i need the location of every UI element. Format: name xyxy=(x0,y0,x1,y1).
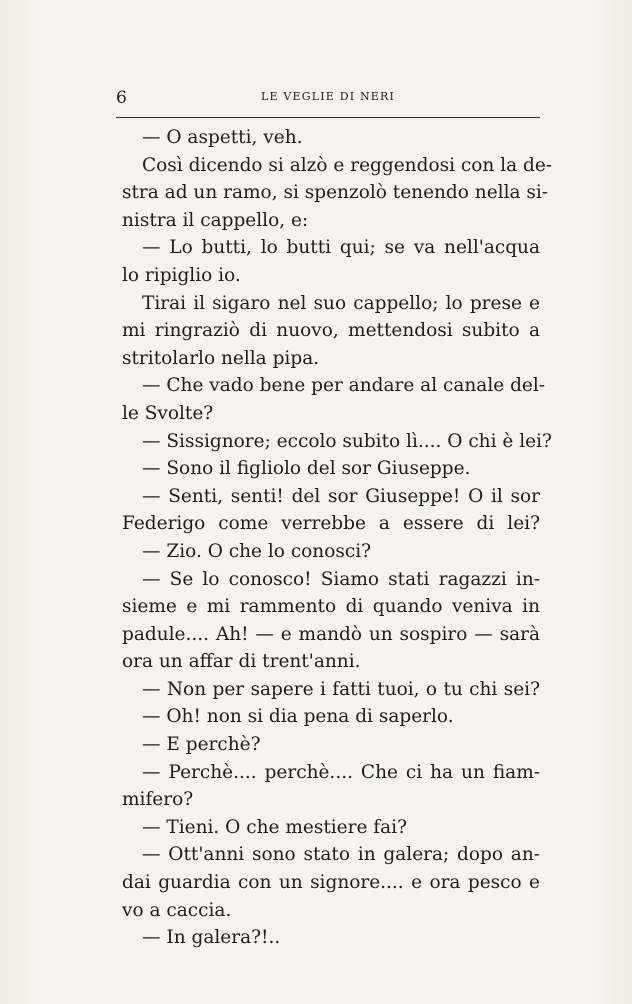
text-line: vo a caccia. xyxy=(122,899,232,921)
text-line: le Svolte? xyxy=(122,402,214,424)
page-number: 6 xyxy=(116,88,127,108)
text-line: mi ringraziò di nuovo, mettendosi subito a xyxy=(122,320,540,342)
text-line: dai guardia con un signore.... e ora pesco e xyxy=(122,872,540,894)
text-line: sieme e mi rammento di quando veniva in xyxy=(122,596,540,618)
text-line: stra ad un ramo, si spenzolò tenendo nella si- xyxy=(122,182,549,204)
text-line: — Perchè.... perchè.... Che ci ha un fiam- xyxy=(142,761,540,783)
text-line: stritolarlo nella pipa. xyxy=(122,347,320,369)
text-line: lo ripiglio io. xyxy=(122,264,241,286)
text-line: — Che vado bene per andare al canale del- xyxy=(142,375,546,397)
text-line: — O aspetti, veh. xyxy=(142,127,303,148)
text-line: — Sissignore; eccolo subito lì.... O chi è lei? xyxy=(142,430,552,452)
text-line: nistra il cappello, e: xyxy=(122,209,309,231)
text-line: Federigo come verrebbe a essere di lei? xyxy=(122,513,540,535)
text-line: padule.... Ah! — e mandò un sospiro — sarà xyxy=(122,623,540,645)
text-line: — Oh! non si dia pena di saperlo. xyxy=(142,706,454,728)
page-header xyxy=(116,88,540,110)
text-line: — Sono il figliolo del sor Giuseppe. xyxy=(142,458,471,480)
body-text xyxy=(122,124,553,952)
text-line: — Non per sapere i fatti tuoi, o tu chi sei? xyxy=(142,678,540,700)
text-line: mifero? xyxy=(122,789,194,811)
text-line: — Ott'anni sono stato in galera; dopo an- xyxy=(142,844,540,866)
text-line: — Senti, senti! del sor Giuseppe! O il sor xyxy=(142,485,540,507)
running-title: LE VEGLIE DI NERI xyxy=(260,90,396,103)
text-line: Così dicendo si alzò e reggendosi con la de- xyxy=(142,154,553,176)
text-line: — Tieni. O che mestiere fai? xyxy=(142,816,407,838)
text-line: — In galera?!.. xyxy=(142,927,281,949)
text-line: — Lo butti, lo butti qui; se va nell'acqua xyxy=(142,237,540,259)
text-line: ora un affar di trent'anni. xyxy=(122,651,361,673)
header-rule xyxy=(116,117,540,118)
text-line: — Zio. O che lo conosci? xyxy=(142,540,372,562)
text-line: — E perchè? xyxy=(142,734,261,756)
text-line: — Se lo conosco! Siamo stati ragazzi in- xyxy=(142,568,540,590)
text-line: Tirai il sigaro nel suo cappello; lo prese e xyxy=(142,292,540,314)
